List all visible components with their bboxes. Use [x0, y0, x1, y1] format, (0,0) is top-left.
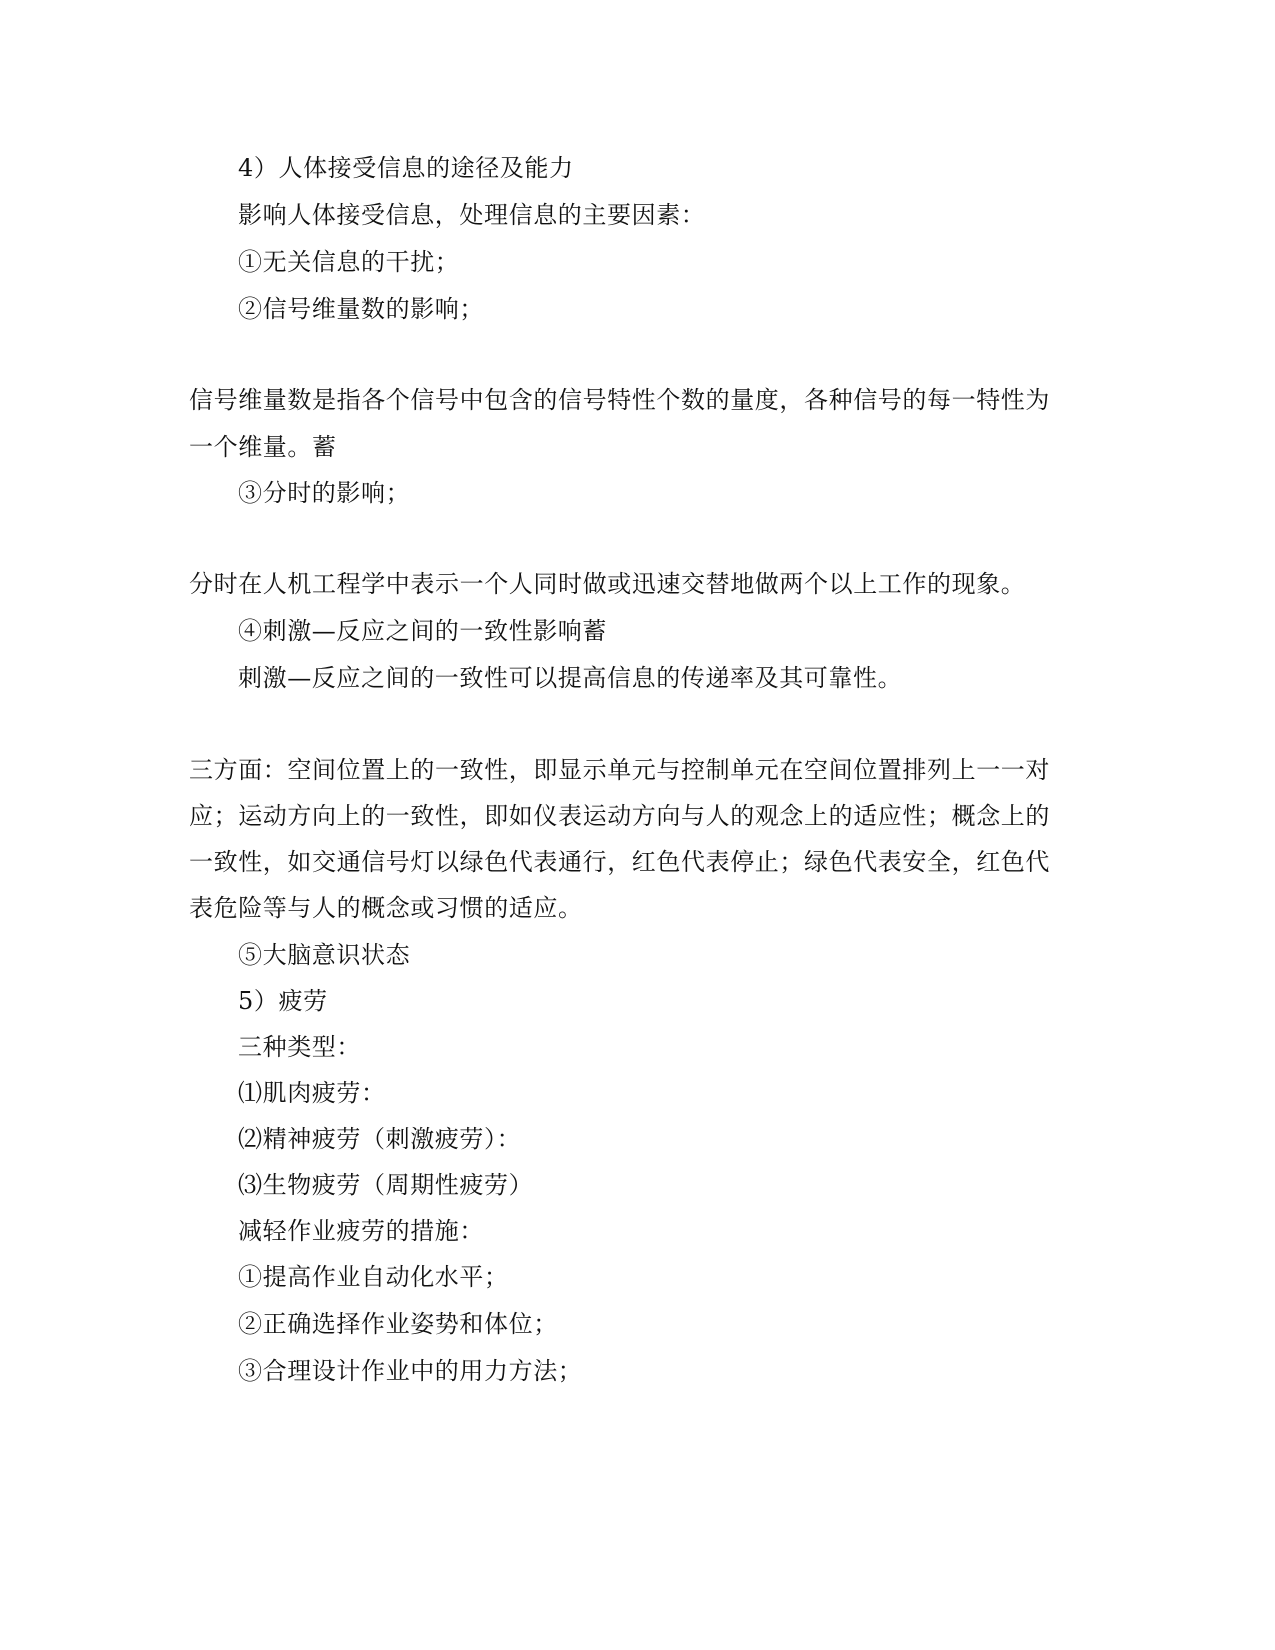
paragraph-line: 信号维量数是指各个信号中包含的信号特性个数的量度，各种信号的每一特性为: [189, 386, 1050, 414]
paragraph-line: 影响人体接受信息，处理信息的主要因素：: [238, 201, 706, 229]
list-item: ③合理设计作业中的用力方法；: [238, 1357, 583, 1385]
list-item: ②信号维量数的影响；: [238, 295, 484, 323]
paragraph-line: 一致性，如交通信号灯以绿色代表通行，红色代表停止；绿色代表安全，红色代: [189, 848, 1050, 876]
list-item: ②正确选择作业姿势和体位；: [238, 1310, 558, 1338]
section-heading-fatigue: 5）疲劳: [238, 987, 328, 1015]
list-item: ③分时的影响；: [238, 479, 411, 507]
list-item: ①无关信息的干扰；: [238, 248, 460, 276]
paragraph-line: 刺激—反应之间的一致性可以提高信息的传递率及其可靠性。: [238, 664, 903, 692]
paragraph-line: 减轻作业疲劳的措施：: [238, 1217, 484, 1245]
paragraph-line: 应；运动方向上的一致性，即如仪表运动方向与人的观念上的适应性；概念上的: [189, 802, 1050, 830]
list-item: ⑶生物疲劳（周期性疲劳）: [238, 1171, 534, 1199]
paragraph-line: 三种类型：: [238, 1033, 361, 1061]
list-item: ④刺激—反应之间的一致性影响蓄: [238, 617, 607, 645]
paragraph-line: 表危险等与人的概念或习惯的适应。: [189, 894, 583, 922]
list-item: ①提高作业自动化水平；: [238, 1263, 509, 1291]
list-item: ⑤大脑意识状态: [238, 941, 411, 969]
paragraph-line: 一个维量。蓄: [189, 433, 337, 461]
paragraph-line: 三方面：空间位置上的一致性，即显示单元与控制单元在空间位置排列上一一对: [189, 756, 1050, 784]
section-heading-info-reception: 4）人体接受信息的途径及能力: [238, 154, 574, 182]
list-item: ⑴肌肉疲劳：: [238, 1079, 386, 1107]
paragraph-line: 分时在人机工程学中表示一个人同时做或迅速交替地做两个以上工作的现象。: [189, 570, 1026, 598]
list-item: ⑵精神疲劳（刺激疲劳）：: [238, 1125, 522, 1153]
